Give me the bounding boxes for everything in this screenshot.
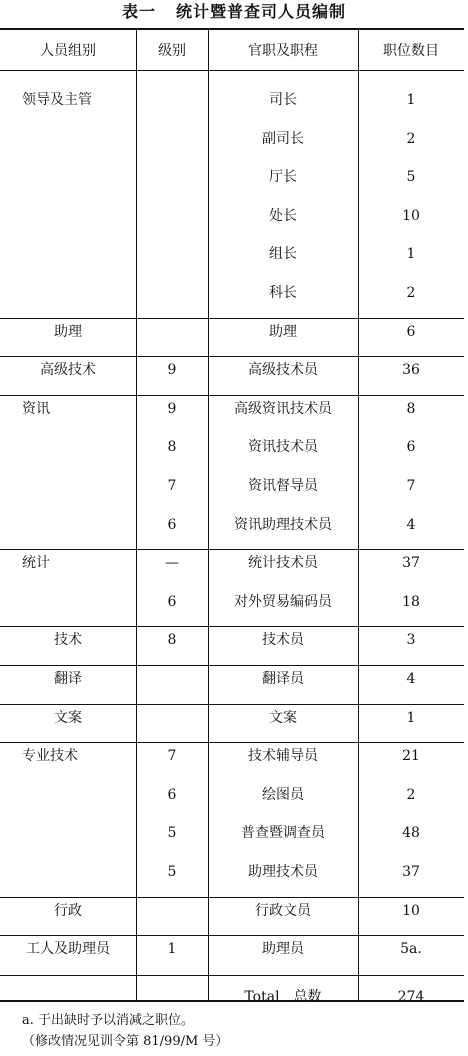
column-divider xyxy=(136,28,137,1000)
group-divider xyxy=(0,626,464,627)
row-post: 组长 xyxy=(269,246,297,262)
row-post: 厅长 xyxy=(269,169,297,185)
row-grade: 8 xyxy=(167,632,177,648)
row-post: 司长 xyxy=(269,92,297,108)
row-count: 2 xyxy=(406,131,416,147)
row-count: 18 xyxy=(402,594,420,610)
row-post: 翻译员 xyxy=(262,671,304,687)
table-top-rule xyxy=(0,28,464,30)
table-number: 表一 xyxy=(121,2,156,21)
row-count: 5a. xyxy=(400,941,422,957)
row-count: 10 xyxy=(402,208,420,224)
header-group: 人员组别 xyxy=(40,43,96,59)
row-count: 4 xyxy=(406,517,416,533)
table-title xyxy=(0,0,468,28)
row-post: 统计技术员 xyxy=(248,555,318,571)
row-group: 翻译 xyxy=(54,671,82,687)
row-group: 统计 xyxy=(22,555,50,571)
row-count: 7 xyxy=(406,478,416,494)
row-post: 助理技术员 xyxy=(248,864,318,880)
row-count: 2 xyxy=(406,787,416,803)
row-post: 助理 xyxy=(269,324,297,340)
row-grade: — xyxy=(165,555,179,571)
row-count: 48 xyxy=(402,825,420,841)
header-grade: 级别 xyxy=(158,43,186,59)
table-title-text: 统计暨普查司人员编制 xyxy=(176,2,347,21)
row-count: 3 xyxy=(406,632,416,648)
total-value: 274 xyxy=(397,989,425,1005)
row-post: 行政文员 xyxy=(255,903,311,919)
row-group: 技术 xyxy=(54,632,82,648)
row-post: 对外贸易编码员 xyxy=(234,594,332,610)
row-count: 2 xyxy=(406,285,416,301)
row-count: 1 xyxy=(406,246,416,262)
row-group: 专业技术 xyxy=(22,748,78,764)
row-grade: 1 xyxy=(167,941,177,957)
row-grade: 5 xyxy=(167,825,177,841)
row-count: 36 xyxy=(402,362,420,378)
row-post: 文案 xyxy=(269,710,297,726)
row-grade: 8 xyxy=(167,439,177,455)
group-divider xyxy=(0,935,464,936)
row-count: 1 xyxy=(406,710,416,726)
row-post: 科长 xyxy=(269,285,297,301)
total-rule xyxy=(0,975,464,976)
row-post: 副司长 xyxy=(262,131,304,147)
row-count: 37 xyxy=(402,555,420,571)
row-grade: 5 xyxy=(167,864,177,880)
row-count: 1 xyxy=(406,92,416,108)
total-label: Total 总数 xyxy=(244,989,322,1005)
row-grade: 6 xyxy=(167,517,177,533)
row-post: 资讯助理技术员 xyxy=(234,517,332,533)
row-count: 8 xyxy=(406,401,416,417)
row-post: 处长 xyxy=(269,208,297,224)
header-post: 官职及职程 xyxy=(248,43,318,59)
row-group: 助理 xyxy=(54,324,82,340)
row-grade: 7 xyxy=(167,478,177,494)
header-rule xyxy=(0,70,464,71)
row-group: 高级技术 xyxy=(40,362,96,378)
group-divider xyxy=(0,549,464,550)
row-count: 21 xyxy=(402,748,420,764)
row-post: 高级资讯技术员 xyxy=(234,401,332,417)
row-group: 工人及助理员 xyxy=(26,941,110,957)
group-divider xyxy=(0,742,464,743)
row-group: 文案 xyxy=(54,710,82,726)
row-post: 技术辅导员 xyxy=(248,748,318,764)
row-grade: 9 xyxy=(167,401,177,417)
row-post: 绘图员 xyxy=(262,787,304,803)
row-count: 5 xyxy=(406,169,416,185)
row-grade: 7 xyxy=(167,748,177,764)
row-grade: 6 xyxy=(167,594,177,610)
row-post: 助理员 xyxy=(262,941,304,957)
row-post: 技术员 xyxy=(262,632,304,648)
group-divider xyxy=(0,665,464,666)
footnote-amendment: （修改情况见训令第 81/99/M 号） xyxy=(22,1034,229,1049)
row-grade: 6 xyxy=(167,787,177,803)
row-count: 6 xyxy=(406,439,416,455)
row-group: 资讯 xyxy=(22,401,50,417)
row-post: 普查暨调查员 xyxy=(241,825,325,841)
row-count: 4 xyxy=(406,671,416,687)
group-divider xyxy=(0,395,464,396)
group-divider xyxy=(0,318,464,319)
row-count: 10 xyxy=(402,903,420,919)
group-divider xyxy=(0,704,464,705)
group-divider xyxy=(0,356,464,357)
row-post: 资讯技术员 xyxy=(248,439,318,455)
row-post: 高级技术员 xyxy=(248,362,318,378)
row-group: 行政 xyxy=(54,903,82,919)
row-grade: 9 xyxy=(167,362,177,378)
row-group: 领导及主管 xyxy=(22,92,92,108)
row-count: 6 xyxy=(406,324,416,340)
header-count: 职位数目 xyxy=(383,43,439,59)
group-divider xyxy=(0,897,464,898)
footnote-a: a. 于出缺时予以消减之职位。 xyxy=(22,1013,195,1028)
row-count: 37 xyxy=(402,864,420,880)
row-post: 资讯督导员 xyxy=(248,478,318,494)
